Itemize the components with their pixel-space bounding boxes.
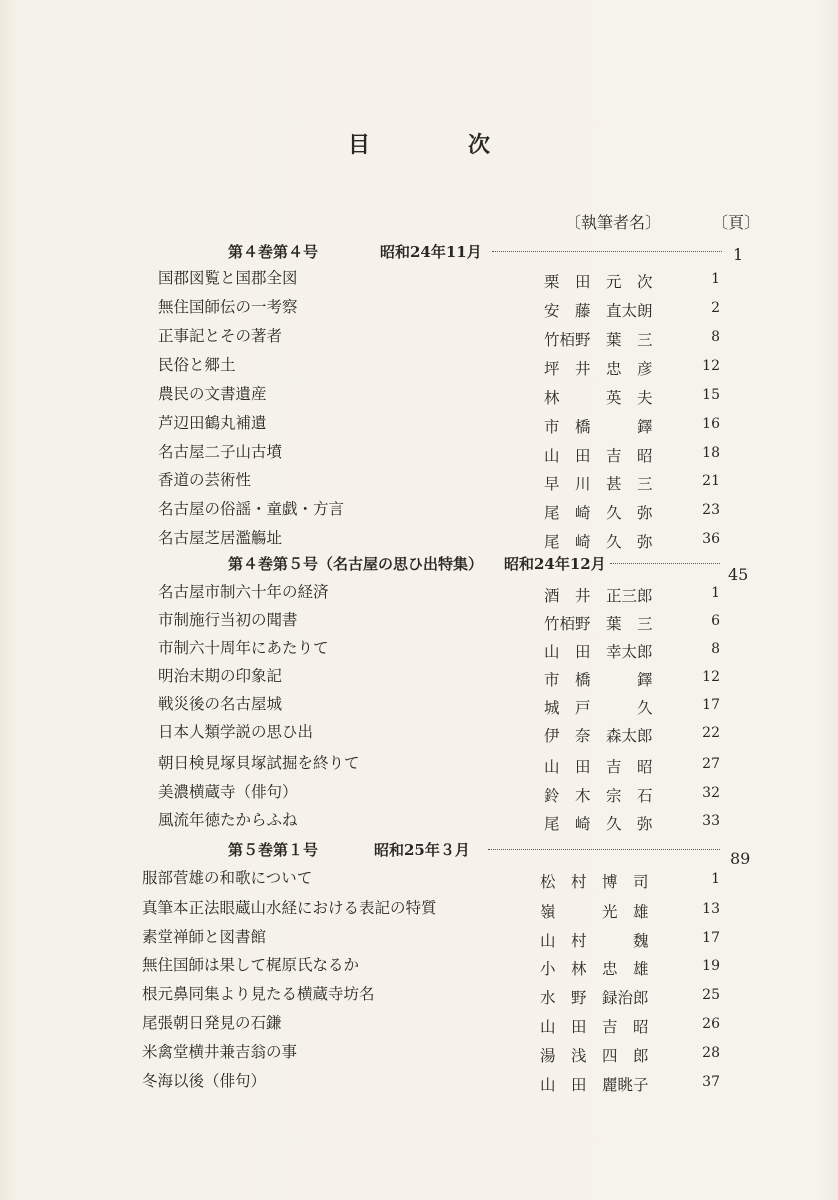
entry-title: 名古屋二子山古墳 [158,443,283,461]
entry-page: 8 [711,329,720,345]
issue-name: 第４巻第４号 [228,243,319,261]
page-title: 目 次 [347,132,528,158]
toc-entry [0,382,838,408]
entry-author: 山 田 吉 昭 [544,758,653,776]
dotted-leader [492,251,722,252]
entry-author: 小 林 忠 雄 [540,960,649,978]
entry-author: 市 橋 鐸 [544,671,653,689]
entry-page: 1 [711,585,720,601]
toc-entry [0,896,838,922]
dotted-leader [488,849,720,850]
toc-entry [0,664,838,690]
entry-page: 26 [702,1016,720,1032]
entry-author: 栗 田 元 次 [544,273,653,291]
issue-start-page: 1 [733,245,744,264]
entry-title: 日本人類学説の思ひ出 [158,723,314,741]
entry-title: 根元鼻同集より見たる横蔵寺坊名 [142,985,375,1003]
entry-author: 尾 崎 久 弥 [544,504,653,522]
entry-page: 1 [711,871,720,887]
issue-date: 昭和25年３月 [374,841,470,859]
issue-start-page: 45 [728,565,749,584]
toc-entry [0,982,838,1008]
entry-author: 酒 井 正三郎 [544,587,653,605]
toc-entry [0,751,838,777]
entry-title: 市制施行当初の聞書 [158,611,298,629]
entry-page: 2 [711,300,720,316]
entry-page: 16 [702,416,720,432]
toc-entry [0,1040,838,1066]
entry-title: 風流年徳たからふね [158,811,298,829]
entry-author: 松 村 博 司 [540,873,649,891]
issue-name: 第５巻第１号 [228,841,319,859]
entry-author: 水 野 録治郎 [540,989,649,1007]
toc-entry [0,324,838,350]
entry-author: 坪 井 忠 彦 [544,360,653,378]
entry-title: 冬海以後（俳句） [142,1072,267,1090]
entry-title: 農民の文書遺産 [158,385,267,403]
entry-title: 香道の芸術性 [158,471,252,489]
toc-entry [0,266,838,292]
toc-entry [0,440,838,466]
entry-page: 33 [702,813,720,829]
entry-title: 朝日検見塚貝塚試掘を終りて [158,754,360,772]
entry-page: 12 [702,358,720,374]
entry-title: 無住国師は果して梶原氏なるか [142,956,360,974]
page-column-header: 〔頁〕 [712,213,761,232]
entry-page: 19 [702,958,720,974]
entry-title: 芦辺田鶴丸補遺 [158,414,267,432]
entry-page: 28 [702,1045,720,1061]
entry-page: 8 [711,641,720,657]
entry-page: 18 [702,445,720,461]
toc-entry [0,1011,838,1037]
toc-entry [0,497,838,523]
entry-author: 山 村 魏 [540,932,649,950]
entry-author: 安 藤 直太朗 [544,302,653,320]
entry-title: 明治末期の印象記 [158,667,283,685]
entry-page: 22 [702,725,720,741]
toc-entry [0,953,838,979]
toc-entry [0,580,838,606]
issue-heading [0,839,838,868]
issue-date: 昭和24年11月 [380,243,482,261]
entry-title: 尾張朝日発見の石鎌 [142,1014,282,1032]
toc-entry [0,866,838,892]
toc-entry [0,353,838,379]
entry-page: 17 [702,930,720,946]
entry-page: 21 [702,473,720,489]
entry-title: 米禽堂横井兼吉翁の事 [142,1043,298,1061]
toc-entry [0,411,838,437]
entry-author: 尾 崎 久 弥 [544,533,653,551]
entry-page: 25 [702,987,720,1003]
entry-page: 32 [702,785,720,801]
toc-entry [0,1069,838,1095]
toc-entry [0,608,838,634]
issue-name: 第４巻第５号（名古屋の思ひ出特集） [228,555,484,573]
entry-author: 湯 浅 四 郎 [540,1047,649,1065]
entry-author: 早 川 甚 三 [544,475,653,493]
entry-title: 名古屋の俗謡・童戯・方言 [158,500,345,518]
entry-title: 国郡図覧と国郡全図 [158,269,298,287]
entry-title: 真筆本正法眼蔵山水経における表記の特質 [142,899,437,917]
entry-page: 13 [702,901,720,917]
entry-title: 名古屋市制六十年の経済 [158,583,329,601]
entry-author: 山 田 麗眺子 [540,1076,649,1094]
entry-page: 36 [702,531,720,547]
entry-title: 戦災後の名古屋城 [158,695,283,713]
entry-author: 嶺 光 雄 [540,903,649,921]
toc-entry [0,808,838,834]
entry-author: 城 戸 久 [544,699,653,717]
entry-title: 市制六十周年にあたりて [158,639,329,657]
entry-author: 市 橋 鐸 [544,418,653,436]
toc-entry [0,468,838,494]
entry-author: 竹栢野 葉 三 [544,331,653,349]
entry-title: 正事記とその著者 [158,327,283,345]
entry-author: 山 田 吉 昭 [544,447,653,465]
entry-author: 伊 奈 森太郎 [544,727,653,745]
entry-page: 6 [711,613,720,629]
entry-author: 山 田 吉 昭 [540,1018,649,1036]
entry-author: 鈴 木 宗 石 [544,787,653,805]
entry-title: 無住国師伝の一考察 [158,298,298,316]
entry-author: 尾 崎 久 弥 [544,815,653,833]
entry-page: 27 [702,756,720,772]
entry-page: 17 [702,697,720,713]
toc-entry [0,636,838,662]
entry-title: 素堂禅師と図書館 [142,928,267,946]
issue-heading [0,553,838,584]
entry-page: 1 [711,271,720,287]
toc-entry [0,526,838,552]
entry-author: 竹栢野 葉 三 [544,615,653,633]
entry-page: 15 [702,387,720,403]
entry-author: 山 田 幸太郎 [544,643,653,661]
toc-entry [0,295,838,321]
entry-title: 民俗と郷土 [158,356,236,374]
toc-entry [0,692,838,718]
toc-entry [0,780,838,806]
issue-start-page: 89 [730,849,751,868]
entry-title: 服部菅雄の和歌について [142,869,313,887]
toc-entry [0,720,838,746]
entry-page: 37 [702,1074,720,1090]
issue-heading [0,241,838,265]
entry-author: 林 英 夫 [544,389,653,407]
entry-title: 美濃横蔵寺（俳句） [158,783,298,801]
entry-page: 12 [702,669,720,685]
issue-date: 昭和24年12月 [504,555,606,573]
toc-entry [0,925,838,951]
author-column-header: 〔執筆者名〕 [565,213,662,232]
dotted-leader [610,563,720,564]
entry-page: 23 [702,502,720,518]
entry-title: 名古屋芝居濫觴址 [158,529,283,547]
